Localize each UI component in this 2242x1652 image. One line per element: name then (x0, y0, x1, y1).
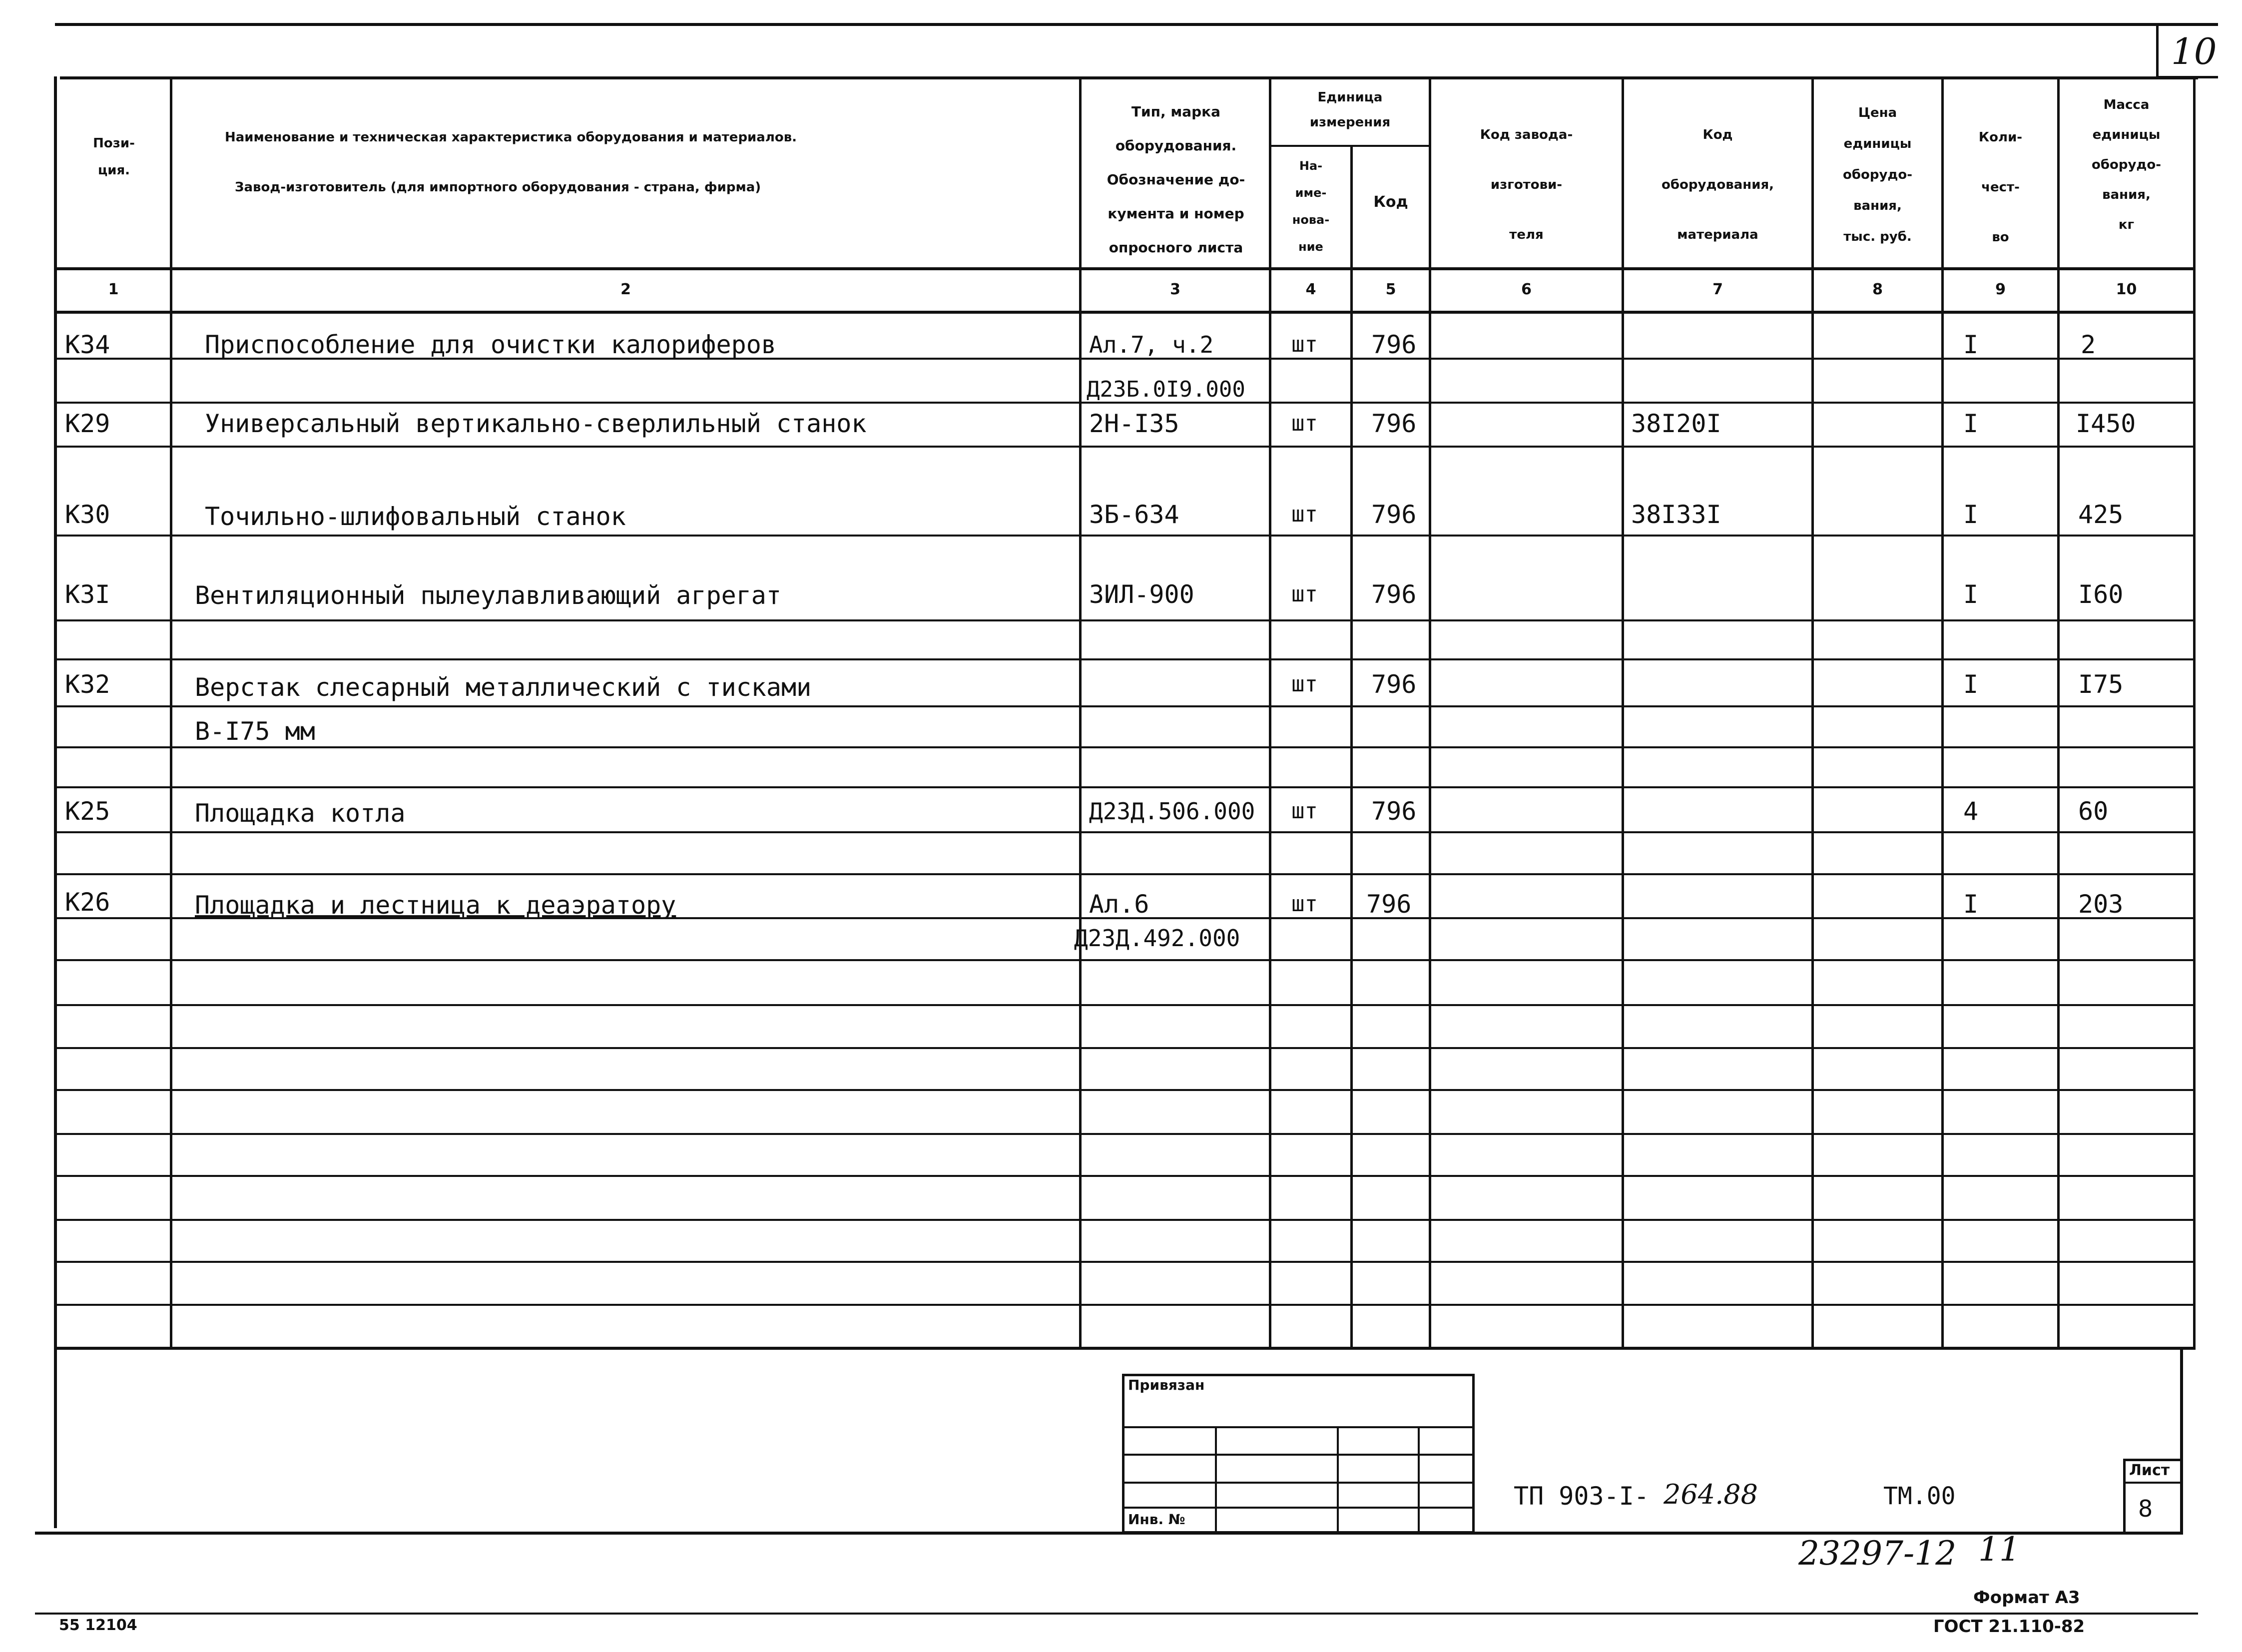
row-k30-position: К30 (65, 500, 110, 529)
row-k30-mass: 425 (2078, 500, 2124, 529)
row-line (55, 446, 2196, 448)
row-line (55, 535, 2196, 537)
row-k30-type: ЗБ-634 (1089, 500, 1179, 529)
header-quantity: Коли- чест- во (1978, 130, 2023, 245)
colnum-8: 8 (1872, 281, 1883, 298)
colnum-5: 5 (1385, 281, 1396, 298)
header-type: Тип, марка оборудования. Обозначение до- кумента и номер опросного листа (1107, 103, 1245, 256)
row-k26-qty: I (1963, 890, 1979, 919)
header-factory-code: Код завода- изготови- теля (1480, 127, 1573, 242)
top-border-line (55, 23, 2218, 26)
row-k34-type-doc: Д23Б.0I9.000 (1087, 377, 1245, 402)
colnum-9: 9 (1995, 281, 2006, 298)
row-k25-code: 796 (1371, 797, 1417, 826)
row-k29-type: 2Н-I35 (1089, 409, 1179, 438)
row-k30-unit: шт (1291, 502, 1318, 527)
colnum-10: 10 (2116, 281, 2137, 298)
row-k29-position: К29 (65, 409, 110, 438)
handwritten-sheet-number: 11 (1978, 1530, 2020, 1569)
row-k26-type: Ал.6 (1089, 890, 1149, 919)
handwritten-inventory-number: 23297-12 (1798, 1534, 1957, 1573)
row-k31-unit: шт (1291, 581, 1318, 607)
format-label: Формат А3 (1973, 1588, 2080, 1608)
row-k25-position: К25 (65, 797, 110, 826)
document-code: ТП 903-I- (1514, 1482, 1649, 1511)
corner-box-left (2156, 23, 2159, 79)
row-k26-type-doc: Д23Д.492.000 (1074, 925, 1240, 952)
sheet-label: Лист (2129, 1462, 2170, 1479)
stamp-line (1337, 1426, 1339, 1534)
row-k30-equipment-code: 38I33I (1631, 500, 1721, 529)
row-line (55, 746, 2196, 748)
row-k32-position: К32 (65, 670, 110, 699)
row-k30-name: Точильно-шлифовальный станок (205, 502, 626, 531)
row-k31-name: Вентиляционный пылеулавливающий агрегат (195, 581, 781, 610)
row-k31-qty: I (1963, 580, 1979, 609)
row-k34-code: 796 (1371, 330, 1417, 359)
row-k26-unit: шт (1291, 891, 1318, 917)
row-k34-unit: шт (1291, 332, 1318, 357)
row-line (55, 873, 2196, 875)
document-code-handwritten: 264.88 (1664, 1479, 1758, 1510)
header-position: Пози- ция. (93, 136, 135, 178)
colnum-6: 6 (1521, 281, 1532, 298)
header-unit-group: Единица измерения (1309, 90, 1391, 130)
stamp-inventory-label: Инв. № (1128, 1511, 1185, 1528)
row-k25-type: Д23Д.506.000 (1089, 798, 1255, 825)
row-k31-type: ЗИЛ-900 (1089, 580, 1194, 609)
row-k29-equipment-code: 38I20I (1631, 409, 1721, 438)
row-k26-mass: 203 (2078, 890, 2124, 919)
row-k29-name: Универсальный вертикально-сверлильный станок (205, 409, 867, 438)
header-name-line1: Наименование и техническая характеристика оборудования и материалов. (225, 130, 797, 145)
row-line (55, 705, 2196, 707)
colnum-1: 1 (108, 281, 119, 298)
row-k34-type: Ал.7, ч.2 (1089, 331, 1214, 358)
row-k29-unit: шт (1291, 411, 1318, 436)
row-k26-position: К26 (65, 888, 110, 917)
stamp-line (1215, 1426, 1217, 1534)
row-line (55, 959, 2196, 961)
row-k32-qty: I (1963, 670, 1979, 699)
stamp-line (1122, 1482, 1475, 1484)
row-line (55, 831, 2196, 833)
colnum-bottom-line (55, 311, 2196, 314)
colnum-7: 7 (1712, 281, 1723, 298)
row-k30-code: 796 (1371, 500, 1417, 529)
row-k25-qty: 4 (1963, 797, 1979, 826)
row-line (55, 1261, 2196, 1263)
row-line (55, 658, 2196, 660)
colnum-2: 2 (620, 281, 631, 298)
sheet-box-divider (2123, 1482, 2181, 1484)
row-k32-unit: шт (1291, 671, 1318, 697)
row-k26-name: Площадка и лестница к деаэратору (195, 891, 676, 920)
row-k25-mass: 60 (2078, 797, 2109, 826)
header-unit-name: На- име- нова- ние (1292, 159, 1330, 254)
stamp-line (1122, 1507, 1475, 1509)
row-k25-name: Площадка котла (195, 799, 406, 828)
footer-line (35, 1613, 2198, 1615)
row-k32-mass: I75 (2078, 670, 2124, 699)
unit-group-divider (1269, 145, 1431, 147)
row-k34-qty: I (1963, 330, 1979, 359)
row-k29-mass: I450 (2076, 409, 2136, 438)
row-line (55, 786, 2196, 788)
row-k32-name-cont: В-I75 мм (195, 717, 315, 746)
header-mass: Масса единицы оборудо- вания, кг (2091, 97, 2162, 232)
row-k31-code: 796 (1371, 580, 1417, 609)
row-line (55, 1133, 2196, 1135)
row-line (55, 619, 2196, 621)
row-line (55, 1304, 2196, 1306)
row-line (55, 1089, 2196, 1091)
row-k30-qty: I (1963, 500, 1979, 529)
row-k25-unit: шт (1291, 798, 1318, 824)
header-name-line2: Завод-изготовитель (для импортного оборудования - страна, фирма) (235, 180, 761, 195)
header-unit-code: Код (1373, 193, 1408, 211)
row-k34-position: К34 (65, 330, 110, 359)
sheet-number: 8 (2138, 1495, 2153, 1522)
sheet-corner-number: 10 (2171, 30, 2217, 72)
print-code: 55 12104 (59, 1617, 137, 1634)
gost-label: ГОСТ 21.110-82 (1933, 1617, 2085, 1637)
stamp-line (1418, 1426, 1420, 1534)
colnum-3: 3 (1170, 281, 1180, 298)
row-k31-position: К3I (65, 580, 110, 609)
row-k34-mass: 2 (2081, 330, 2096, 359)
row-k26-code: 796 (1366, 890, 1412, 919)
row-line (55, 1047, 2196, 1049)
row-k32-code: 796 (1371, 670, 1417, 699)
row-k32-name: Верстак слесарный металлический с тисками (195, 673, 812, 702)
row-line (55, 1004, 2196, 1006)
stamp-line (1122, 1454, 1475, 1456)
row-line (55, 1175, 2196, 1177)
table-top-line (60, 76, 2198, 79)
header-equipment-code: Код оборудования, материала (1661, 127, 1774, 242)
table-body-bottom (55, 1347, 2196, 1350)
stamp-privyazan-label: Привязан (1128, 1377, 1205, 1393)
row-line (55, 1219, 2196, 1221)
colnum-4: 4 (1305, 281, 1316, 298)
stamp-line (1122, 1426, 1475, 1428)
row-k29-code: 796 (1371, 409, 1417, 438)
section-code: ТМ.00 (1883, 1482, 1956, 1510)
row-k34-name: Приспособление для очистки калориферов (205, 330, 776, 359)
row-k29-qty: I (1963, 409, 1979, 438)
header-price: Цена единицы оборудо- вания, тыс. руб. (1842, 105, 1913, 244)
row-k31-mass: I60 (2078, 580, 2124, 609)
